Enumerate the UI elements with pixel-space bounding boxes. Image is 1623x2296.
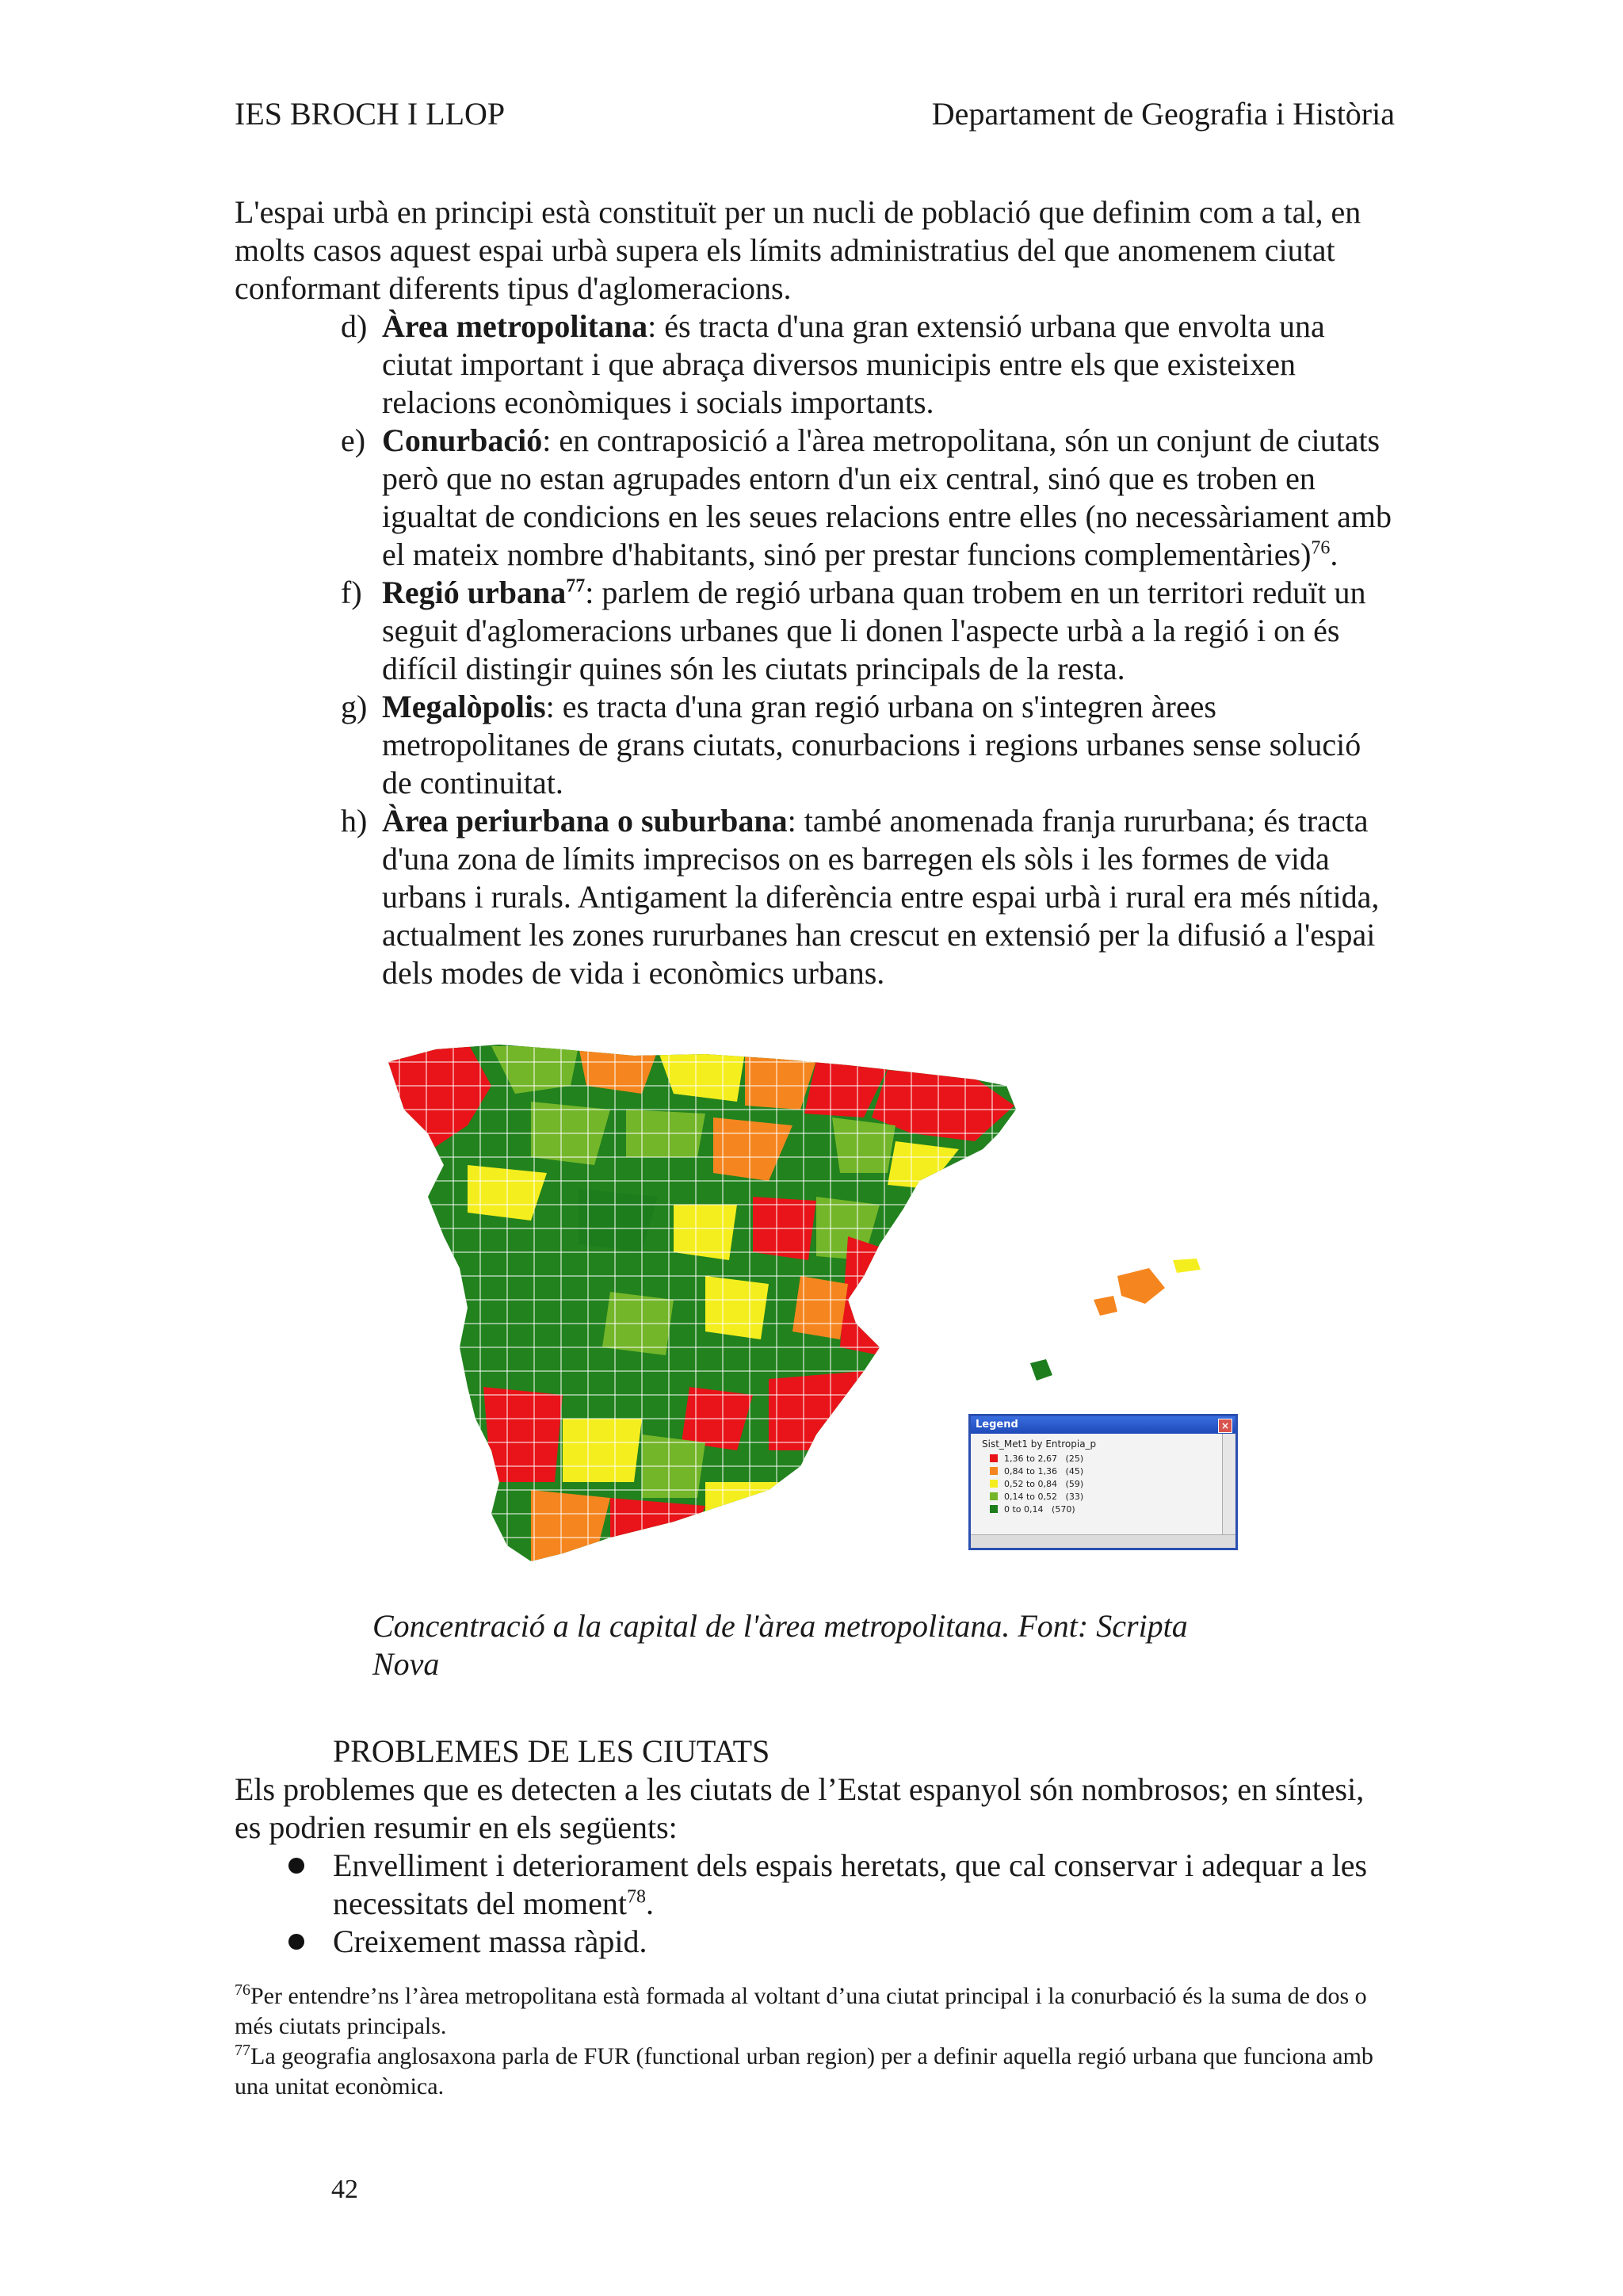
header-school-name: IES BROCH I LLOP — [235, 96, 506, 132]
legend-swatch — [990, 1454, 998, 1462]
legend-vertical-scrollbar[interactable] — [1222, 1434, 1235, 1535]
legend-swatch — [990, 1505, 998, 1513]
definition-term: Àrea periurbana o suburbana — [382, 803, 788, 839]
definition-tail: . — [1330, 537, 1338, 572]
legend-row: 0,84 to 1,36 (45) — [971, 1465, 1235, 1478]
definition-letter: e) — [341, 422, 366, 458]
legend-row: 0 to 0,14 (570) — [971, 1503, 1235, 1516]
definition-letter: g) — [341, 689, 368, 724]
definition-term: Conurbació — [382, 422, 543, 458]
legend-swatch — [990, 1467, 998, 1475]
definition-item — [341, 802, 1395, 992]
definition-text: : també anomenada franja rururbana; és tracta d'una zona de límits imprecisos on es barregen els sòls i les formes de vida urbans i rurals. Antigament la diferència entre espai urbà i rural era més nítida, actualment les zones rururbanes han crescut en extensió per la difusió a l'espai dels modes de vida i econòmics urbans. — [382, 803, 1380, 991]
legend-row: 0,52 to 0,84 (59) — [971, 1478, 1235, 1491]
close-icon[interactable]: × — [1218, 1419, 1232, 1433]
footnote-ref[interactable]: 77 — [566, 575, 586, 597]
spain-choropleth-map — [372, 1038, 1244, 1593]
page-number: 42 — [331, 2175, 358, 2204]
bullet-icon — [288, 1934, 304, 1950]
definition-text: : és tracta d'una gran extensió urbana que envolta una ciutat important i que abraça diversos municipis entre els que existeixen relacions econòmiques i socials importants. — [382, 308, 1325, 420]
legend-horizontal-scrollbar[interactable] — [971, 1534, 1235, 1548]
definition-term: Àrea metropolitana — [382, 308, 648, 344]
definition-list — [341, 308, 1395, 992]
definition-term: Megalòpolis — [382, 689, 546, 724]
legend-title: Legend — [976, 1419, 1018, 1431]
footnote: $^{77}$La geografia anglosaxona parla de FUR (functional urban region) per a definir aquella regió urbana que funciona amb una unitat econòmica. — [235, 2042, 1373, 2099]
section-heading: PROBLEMES DE LES CIUTATS — [333, 1733, 770, 1769]
footnote-ref[interactable]: 76 — [1311, 537, 1331, 559]
definition-text: : parlem de regió urbana quan trobem en un territori reduït un seguit d'aglomeracions urbanes que li donen l'aspecte urbà a la regió i on és difícil distingir quines són les ciutats principals de la resta. — [382, 575, 1366, 686]
bullet-icon — [288, 1858, 304, 1874]
intro-paragraph: L'espai urbà en principi està constituït per un nucli de població que definim com a tal, en molts casos aquest espai urbà supera els límits administratius del que anomenem ciutat conformant diferents tipus d'aglomeracions. — [235, 194, 1361, 306]
legend-titlebar — [971, 1416, 1235, 1434]
problems-list — [285, 1847, 1387, 1961]
footnotes — [235, 1981, 1392, 2102]
legend-swatch — [990, 1480, 998, 1488]
definition-letter: d) — [341, 308, 368, 344]
definition-item — [341, 688, 1395, 802]
definition-letter: h) — [341, 803, 368, 839]
legend-swatch — [990, 1492, 998, 1500]
legend-row: 1,36 to 2,67 (25) — [971, 1453, 1235, 1465]
definition-item — [341, 422, 1395, 574]
definition-text: : en contraposició a l'àrea metropolitana, són un conjunt de ciutats però que no estan agrupades entorn d'un eix central, sinó que es troben en igualtat de condicions en les seues relacions entre elles (no necessàriament amb el mateix nombre d'habitants, sinó per prestar funcions complementàries) — [382, 422, 1392, 572]
list-item: Envelliment i deteriorament dels espais heretats, que cal conservar i adequar a les necessitats del moment$^{78}$. — [285, 1847, 1387, 1923]
map-legend — [968, 1414, 1238, 1550]
definition-item — [341, 308, 1395, 422]
footnote-ref[interactable]: 78 — [627, 1886, 647, 1908]
list-item: Creixement massa ràpid. — [285, 1923, 1387, 1961]
definition-term: Regió urbana$^{77}$ — [382, 575, 586, 610]
definition-item — [341, 574, 1395, 688]
definition-letter: f) — [341, 575, 362, 610]
definition-text: : es tracta d'una gran regió urbana on s'integren àrees metropolitanes de grans ciutats, conurbacions i regions urbanes sense solució de continuitat. — [382, 689, 1361, 800]
figure-caption: Concentració a la capital de l'àrea metropolitana. Font: Scripta Nova — [372, 1608, 1188, 1682]
footnote: $^{76}$Per entendre’ns l’àrea metropolitana està formada al voltant d’una ciutat principal i la conurbació és la suma de dos o més ciutats principals. — [235, 1981, 1367, 2039]
header-department: Departament de Geografia i Història — [931, 96, 1395, 132]
legend-field-name: Sist_Met1 by Entropia_p — [982, 1438, 1097, 1450]
problems-intro: Els problemes que es detecten a les ciutats de l’Estat espanyol són nombrosos; en síntesi, es podrien resumir en els següents: — [235, 1771, 1365, 1845]
legend-row: 0,14 to 0,52 (33) — [971, 1491, 1235, 1503]
